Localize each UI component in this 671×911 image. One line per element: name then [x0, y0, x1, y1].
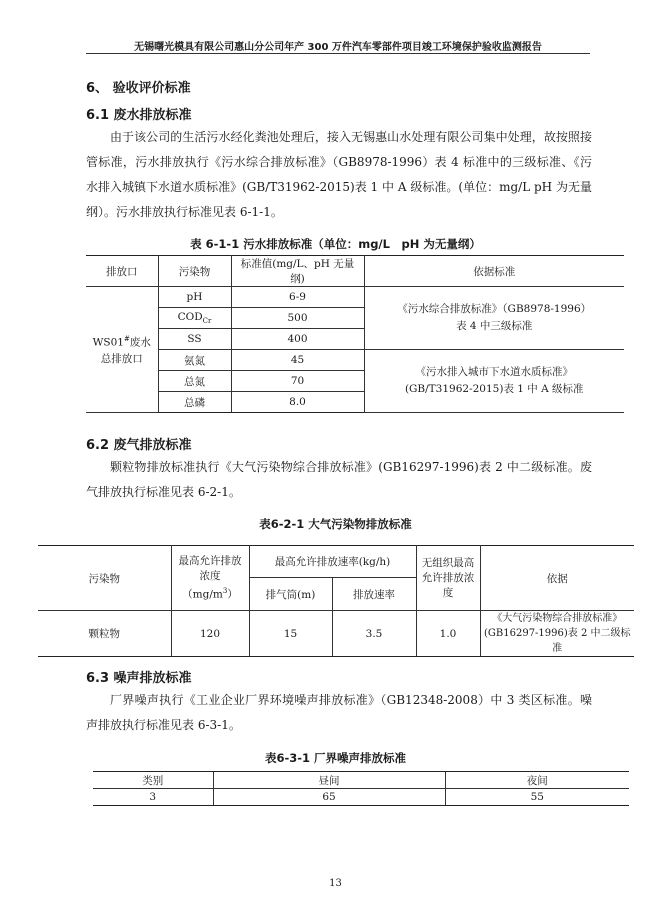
value-cell: 45 [231, 350, 364, 371]
header-cell: 依据标准 [364, 256, 624, 287]
header-cell: 排气筒(m) [249, 578, 332, 611]
header-cell: 昼间 [213, 772, 445, 789]
header-cell: 类别 [93, 772, 213, 789]
value-cell: 3 [93, 789, 213, 806]
wastewater-standard-table [86, 255, 624, 413]
header-cell: 无组织最高允许排放浓度 [416, 546, 480, 611]
value-cell: 500 [231, 308, 364, 329]
air-emission-standard-table [38, 545, 634, 657]
table-header-row [38, 546, 634, 578]
header-rule [86, 53, 590, 54]
value-cell: 400 [231, 329, 364, 350]
section-heading: 6、 验收评价标准 [86, 81, 191, 96]
value-cell: 65 [213, 789, 445, 806]
header-cell: 排放速率 [332, 578, 416, 611]
pollutant-cell: $COD_{Cr}$ [158, 308, 231, 329]
table-header-row [86, 256, 624, 287]
page-header: 无锡曙光模具有限公司惠山分公司年产 300 万件汽车零部件项目竣工环境保护验收监测报告 [134, 42, 542, 53]
value-cell: 8.0 [231, 392, 364, 413]
value-cell: 55 [445, 789, 629, 806]
header-cell: 排放口 [86, 256, 158, 287]
value-cell: 6-9 [231, 287, 364, 308]
table-header-row [93, 772, 629, 789]
table-row [93, 789, 629, 806]
basis-cell: 《污水排入城市下水道水质标准》(GB/T31962-2015)表 1 中 A 级标准 [364, 350, 624, 413]
page-number: 13 [329, 878, 342, 889]
header-cell: 污染物 [38, 546, 171, 611]
value-cell: 120 [171, 611, 249, 657]
pollutant-cell: 氨氮 [158, 350, 231, 371]
pollutant-cell: pH [158, 287, 231, 308]
header-cell: 最高允许排放浓度 $(mg/m^3)$ [171, 546, 249, 611]
value-cell: 15 [249, 611, 332, 657]
pollutant-cell: SS [158, 329, 231, 350]
paragraph-exhaust: 颗粒物排放标准执行《大气污染物综合排放标准》(GB16297-1996)表 2 中二级标准。废气排放执行标准见表 6-2-1。 [86, 460, 592, 499]
subsection-heading-noise: 6.3 噪声排放标准 [86, 671, 192, 686]
paragraph-noise: 厂界噪声执行《工业企业厂界环境噪声排放标准》（GB12348-2008）中 3 类区标准。噪声排放执行标准见表 6-3-1。 [86, 693, 592, 732]
basis-cell: 《大气污染物综合排放标准》(GB16297-1996)表 2 中二级标准 [480, 611, 634, 657]
table-row [86, 350, 624, 371]
value-cell: 70 [231, 371, 364, 392]
pollutant-cell: 总氮 [158, 371, 231, 392]
value-cell: 3.5 [332, 611, 416, 657]
pollutant-cell: 颗粒物 [38, 611, 171, 657]
table-caption-exhaust: 表6-2-1 大气污染物排放标准 [259, 517, 412, 531]
basis-cell: 《污水综合排放标准》（GB8978-1996）表 4 中三级标准 [364, 287, 624, 350]
header-cell: 污染物 [158, 256, 231, 287]
subsection-heading-wastewater: 6.1 废水排放标准 [86, 108, 192, 123]
outlet-cell: WS01#废水总排放口 [86, 287, 158, 413]
table-row [38, 611, 634, 657]
value-cell: 1.0 [416, 611, 480, 657]
table-caption-noise: 表6-3-1 厂界噪声排放标准 [264, 751, 407, 765]
pollutant-cell: 总磷 [158, 392, 231, 413]
paragraph-wastewater: 由于该公司的生活污水经化粪池处理后，接入无锡惠山水处理有限公司集中处理，故按照接管标准，污水排放执行《污水综合排放标准》（GB8978-1996）表 4 标准中的三级标准、《污水排入城镇下水道水质标准》(GB/T31962-2015)表 1 中 A 级标准。(单位：mg/L pH 为无量纲）。污水排放执行标准见表 6-1-1。 [86, 130, 592, 219]
header-cell: 夜间 [445, 772, 629, 789]
table-row [86, 287, 624, 308]
table-caption-wastewater: 表 6-1-1 污水排放标准（单位：mg/L pH 为无量纲） [190, 237, 481, 251]
header-cell: 最高允许排放速率(kg/h) [249, 546, 416, 578]
subsection-heading-exhaust: 6.2 废气排放标准 [86, 438, 192, 453]
header-cell: 标准值(mg/L、pH 无量纲) [231, 256, 364, 287]
header-cell: 依据 [480, 546, 634, 611]
noise-standard-table [93, 771, 629, 806]
